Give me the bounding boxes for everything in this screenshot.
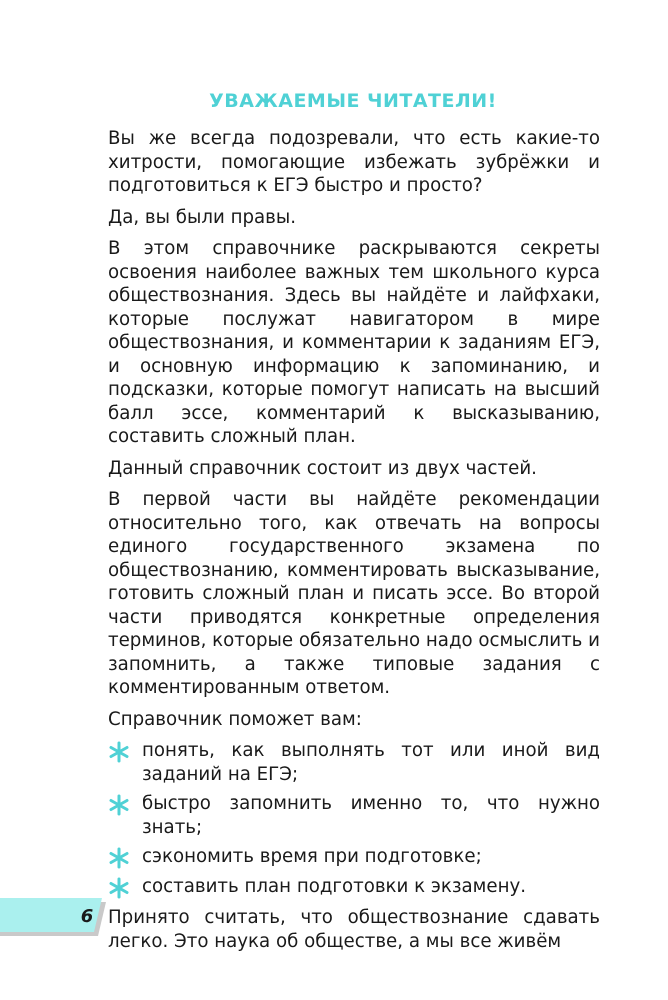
paragraph-closing: Принято считать, что обществознание сдавать легко. Это наука об обществе, а мы все живём [108, 907, 600, 952]
star-icon [108, 847, 130, 869]
paragraph-parts: В первой части вы найдёте рекомендации относительно того, как отвечать на вопросы единого государственного экзамена по обществознанию, комментировать высказывание, готовить сложный план и писать эссе. Во второй части приводятся конкретные определения терминов, которые обязательно надо осмыслить и запомнить, а также типовые задания с комментированным ответом. [108, 489, 600, 698]
list-item-text: понять, как выполнять тот или иной вид заданий на ЕГЭ; [142, 740, 600, 785]
paragraph-structure: Данный справочник состоит из двух частей. [108, 457, 537, 479]
list-item [108, 739, 600, 786]
list-item [108, 792, 600, 839]
list-item-text: составить план подготовки к экзамену. [142, 875, 527, 897]
paragraph-description: В этом справочнике раскрываются секреты освоения наиболее важных тем школьного курса обществознания. Здесь вы найдёте и лайфхаки, которые послужат навигатором в мире обществознания, и комментарии к заданиям ЕГЭ, и основную информацию к запоминанию, и подсказки, которые помогут написать на высший балл эссе, комментарий к высказыванию, составить сложный план. [108, 238, 600, 447]
body-text [108, 127, 600, 961]
paragraph-answer: Да, вы были правы. [108, 206, 297, 228]
star-icon [108, 794, 130, 816]
list-item-text: сэкономить время при подготовке; [142, 846, 482, 867]
paragraph-intro: Вы же всегда подозревали, что есть какие-то хитрости, помогающие избежать зубрёжки и подготовиться к ЕГЭ быстро и просто? [108, 128, 600, 196]
star-icon [108, 741, 130, 763]
page-title: УВАЖАЕМЫЕ ЧИТАТЕЛИ! [209, 90, 497, 112]
list-item [108, 845, 600, 869]
star-icon [108, 877, 130, 899]
benefits-list [108, 739, 600, 898]
paragraph-list-intro: Справочник поможет вам: [108, 708, 362, 730]
page-number: 6 [80, 906, 94, 927]
list-item-text: быстро запомнить именно то, что нужно знать; [142, 793, 600, 838]
list-item [108, 875, 600, 899]
